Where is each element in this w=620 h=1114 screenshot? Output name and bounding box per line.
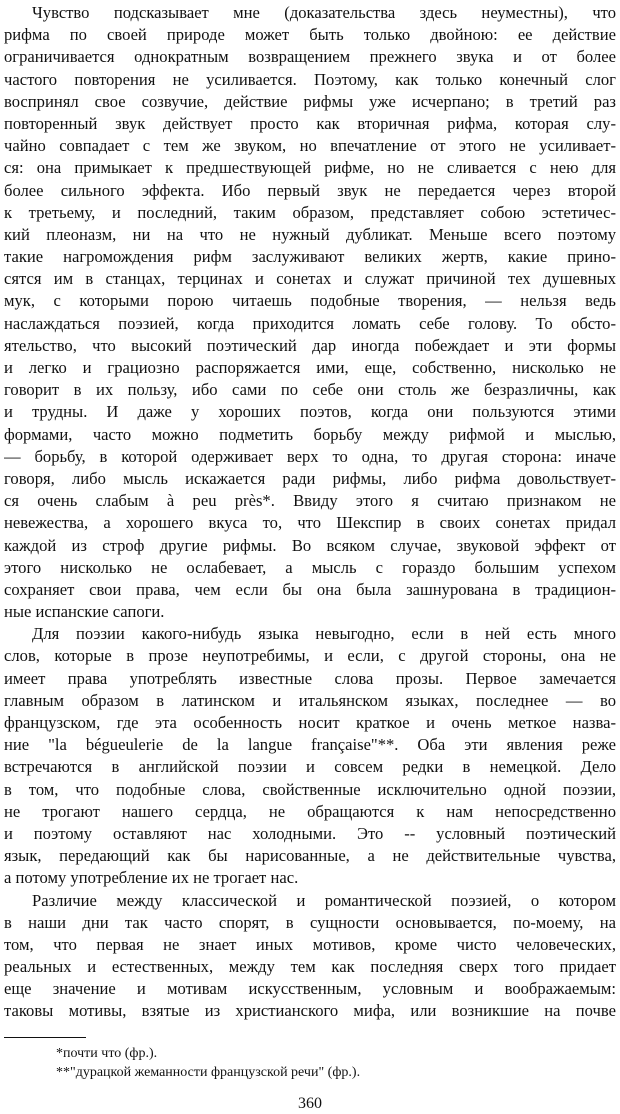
text-line: формами, часто можно подметить борьбу между рифмой и мыслью, xyxy=(4,424,616,444)
footnotes xyxy=(4,1044,616,1082)
text-line: слов, которые в прозе неупотребимы, и если, с другой стороны, она не xyxy=(4,646,616,666)
text-line: говоря, либо мысль искажается ради рифмы, либо рифма довольствует- xyxy=(4,468,616,488)
text-line: каждой из строф другие рифмы. Во всяком случае, звуковой эффект от xyxy=(4,535,616,555)
footnote: *почти что (фр.). xyxy=(56,1045,158,1061)
text-line: встречаются в английской поэзии и совсем редки в немецкой. Дело xyxy=(4,757,616,777)
body-text xyxy=(4,2,616,1023)
text-line: и легко и грациозно распоряжается ими, еще, собственно, нисколько не xyxy=(4,358,616,377)
text-line: и поэтому оставляют нас холодными. Это -- условный поэтический xyxy=(4,823,616,843)
text-line: ятельство, что высокий поэтический дар иногда побеждает и эти формы xyxy=(4,335,616,355)
text-line: ные испанские сапоги. xyxy=(4,602,165,622)
text-line: наслаждаться поэзией, когда приходится ломать себе голову. То обсто- xyxy=(4,313,616,333)
text-line: такие нагромождения рифм заслуживают великих жертв, какие прино- xyxy=(4,247,616,267)
text-line: Различие между классической и романтической поэзией, о котором xyxy=(32,890,616,910)
text-line: чайно совпадает с тем же звуком, но впечатление от этого не усиливает- xyxy=(4,136,616,156)
page-number: 360 xyxy=(298,1094,322,1112)
footnote-divider xyxy=(4,1037,86,1038)
text-line: а потому употребление их не трогает нас. xyxy=(4,868,299,888)
text-line: рифма по своей природе может быть только двойною: ее действие xyxy=(4,25,616,45)
text-line: главным образом в латинском и итальянском языках, последнее — во xyxy=(4,690,616,710)
text-line: французском, где эта особенность носит краткое и очень меткое назва- xyxy=(4,713,616,732)
text-line: еще значение и мотивам искусственным, условным и воображаемым: xyxy=(4,979,616,999)
text-line: ние "la bégueulerie de la langue française"**. Оба эти явления реже xyxy=(4,735,616,755)
text-line: и трудны. И даже у хороших поэтов, когда они пользуются этими xyxy=(4,402,616,422)
text-line: в наши дни так часто спорят, в сущности основывается, по-моему, на xyxy=(4,912,616,932)
text-line: реальных и естественных, между тем как последняя сверх того придает xyxy=(4,957,616,977)
text-line: этого нисколько не ослабевает, а мысль с гораздо большим успехом xyxy=(4,557,616,577)
text-line: том, что первая не знает иных мотивов, кроме чисто человеческих, xyxy=(4,934,616,954)
text-line: — борьбу, в которой одерживает верх то одна, то другая сторона: иначе xyxy=(4,446,616,466)
text-line: ся очень слабым à peu près*. Ввиду этого я считаю признаком не xyxy=(4,491,616,511)
text-line: невежества, а хорошего вкуса то, что Шекспир в своих сонетах придал xyxy=(4,513,616,533)
text-line: ограничивается однократным возвращением прежнего звука и от более xyxy=(4,47,616,67)
text-line: кий плеоназм, ни на что не нужный дубликат. Меньше всего поэтому xyxy=(4,224,616,244)
text-line: воспринял свое созвучие, действие рифмы уже исчерпано; в третий раз xyxy=(4,91,616,111)
text-line: Чувство подсказывает мне (доказательства здесь неуместны), что xyxy=(32,3,616,22)
text-line: говорит в их пользу, ибо сами по себе они столь же безразличны, как xyxy=(4,380,616,400)
text-line: мук, с которыми порою читаешь подобные творения, — нельзя ведь xyxy=(4,291,616,311)
text-line: не трогают нашего сердца, не обращаются к нам непосредственно xyxy=(4,801,616,821)
text-line: имеет права употреблять известные слова прозы. Первое замечается xyxy=(4,668,616,688)
text-line: в том, что подобные слова, свойственные исключительно одной поэзии, xyxy=(4,779,616,799)
text-line: к третьему, и последний, таким образом, представляет собою эстетичес- xyxy=(4,202,616,222)
text-line: таковы мотивы, взятые из христианского мифа, или возникшие на почве xyxy=(4,1001,616,1021)
text-line: Для поэзии какого-нибудь языка невыгодно, если в ней есть много xyxy=(32,624,616,644)
text-line: сохраняет свои права, чем если бы она была зашнурована в традицион- xyxy=(4,579,616,599)
text-line: частого повторения не усиливается. Поэтому, как только конечный слог xyxy=(4,69,616,89)
text-line: более сильного эффекта. Ибо первый звук не передается через второй xyxy=(4,180,616,200)
text-line: повторенный звук действует просто как вторичная рифма, которая слу- xyxy=(4,113,616,133)
text-line: ся: она примыкает к предшествующей рифме, но не сливается с нею для xyxy=(4,158,616,178)
text-line: язык, передающий как бы нарисованные, а не действительные чувства, xyxy=(4,846,616,866)
text-line: сятся им в станцах, терцинах и сонетах и служат причиной тех душевных xyxy=(4,269,616,289)
footnote: **"дурацкой жеманности французской речи" (фр.). xyxy=(56,1064,361,1080)
